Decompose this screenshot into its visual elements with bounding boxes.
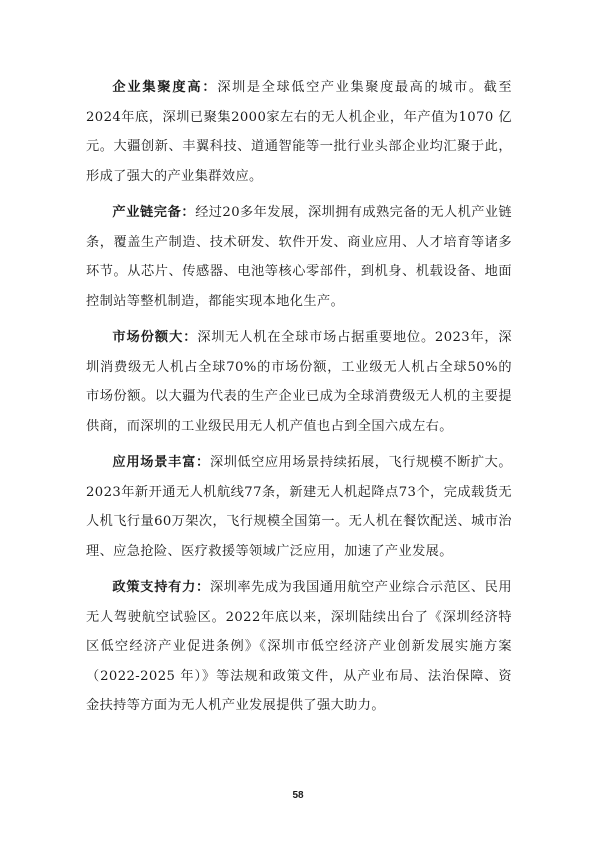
page-number: 58 bbox=[292, 790, 304, 801]
paragraph-heading: 企业集聚度高： bbox=[112, 80, 218, 95]
paragraph-text: 深圳无人机在全球市场占据重要地位。2023年，深圳消费级无人机占全球70%的市场份额，工业级无人机占全球50%的市场份额。以大疆为代表的生产企业已成为全球消费级无人机的主要提供商，而深圳的工业级民用无人机产值也占到全国六成左右。 bbox=[86, 330, 512, 434]
paragraph-text: 深圳低空应用场景持续拓展，飞行规模不断扩大。2023年新开通无人机航线77条，新建无人机起降点73个，完成载货无人机飞行量60万架次，飞行规模全国第一。无人机在餐饮配送、城市治理、应急抢险、医疗救援等领域广泛应用，加速了产业发展。 bbox=[86, 455, 512, 559]
paragraph-heading: 产业链完备： bbox=[112, 205, 196, 220]
paragraph-policy-support bbox=[86, 573, 512, 721]
paragraph-text: 深圳率先成为我国通用航空产业综合示范区、民用无人驾驶航空试验区。2022年底以来，深圳陆续出台了《深圳经济特区低空经济产业促进条例》《深圳市低空经济产业创新发展实施方案（2022-2025 年）》等法规和政策文件，从产业布局、法治保障、资金扶持等方面为无人机产业发展提供了强大助力。 bbox=[86, 580, 512, 713]
paragraph-text: 经过20多年发展，深圳拥有成熟完备的无人机产业链条，覆盖生产制造、技术研发、软件开发、商业应用、人才培育等诸多环节。从芯片、传感器、电池等核心零部件，到机身、机载设备、地面控制站等整机制造，都能实现本地化生产。 bbox=[86, 205, 512, 309]
paragraph-heading: 应用场景丰富： bbox=[112, 455, 210, 470]
paragraph-industry-chain bbox=[86, 198, 512, 316]
paragraph-application-scenarios bbox=[86, 448, 512, 566]
paragraph-industry-cluster bbox=[86, 73, 512, 191]
paragraph-heading: 市场份额大： bbox=[112, 330, 198, 345]
document-body bbox=[86, 73, 512, 728]
paragraph-text: 深圳是全球低空产业集聚度最高的城市。截至2024年底，深圳已聚集2000家左右的无人机企业，年产值为1070 亿元。大疆创新、丰翼科技、道通智能等一批行业头部企业均汇聚于此，形成了强大的产业集群效应。 bbox=[86, 80, 512, 184]
paragraph-heading: 政策支持有力： bbox=[112, 580, 210, 595]
paragraph-market-share bbox=[86, 323, 512, 441]
